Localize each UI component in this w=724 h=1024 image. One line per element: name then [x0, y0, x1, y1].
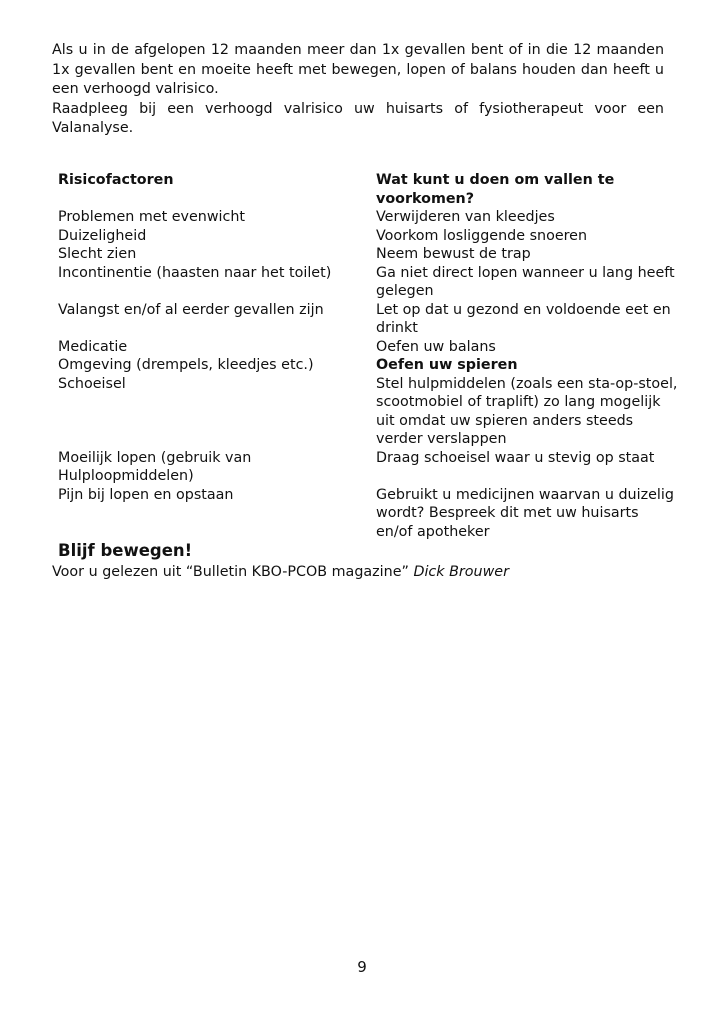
table-row [58, 356, 678, 375]
prevention-cell: Stel hulpmiddelen (zoals een sta-op-stoel, scootmobiel of traplift) zo lang mogelijk uit omdat uw spieren anders steeds verder verslappen [376, 375, 678, 447]
page-number: 9 [357, 958, 367, 976]
risk-factors-table [58, 171, 678, 541]
table-row [58, 375, 678, 449]
table-header-row [58, 171, 678, 208]
risk-factor-cell: Pijn bij lopen en opstaan [58, 486, 234, 503]
risk-factor-cell: Schoeisel [58, 375, 126, 392]
prevention-cell: Ga niet direct lopen wanneer u lang heeft gelegen [376, 264, 675, 299]
intro-text [52, 41, 664, 139]
prevention-cell: Gebruikt u medicijnen waarvan u duizelig wordt? Bespreek dit met uw huisarts en/of apotheker [376, 486, 674, 540]
risk-factor-cell: Valangst en/of al eerder gevallen zijn [58, 301, 324, 318]
credit-text: Voor u gelezen uit “Bulletin KBO-PCOB magazine” [52, 564, 409, 580]
risk-factor-cell: Slecht zien [58, 246, 137, 262]
prevention-cell: Neem bewust de trap [376, 246, 531, 262]
risk-factor-cell: Incontinentie (haasten naar het toilet) [58, 264, 332, 281]
risk-factor-cell: Medicatie [58, 338, 128, 355]
prevention-cell: Oefen uw spieren [376, 357, 518, 373]
table-row [58, 338, 678, 357]
table-row [58, 449, 678, 486]
risk-factor-cell: Problemen met evenwicht [58, 209, 246, 225]
intro-paragraph-2: Raadpleeg bij een verhoogd valrisico uw huisarts of fysiotherapeut voor een Valanalyse. [52, 100, 664, 136]
credit-author: Dick Brouwer [413, 564, 509, 580]
prevention-cell: Voorkom losliggende snoeren [376, 227, 588, 244]
table-row [58, 301, 678, 338]
header-prevention: Wat kunt u doen om vallen te voorkomen? [376, 172, 615, 207]
intro-paragraph-1: Als u in de afgelopen 12 maanden meer dan 1x gevallen bent of in die 12 maanden 1x gevallen bent en moeite heeft met bewegen, lopen of balans houden dan heeft u een verhoogd valrisico. [52, 42, 664, 97]
risk-factor-cell: Omgeving (drempels, kleedjes etc.) [58, 357, 314, 373]
table-row [58, 208, 678, 227]
prevention-cell: Draag schoeisel waar u stevig op staat [376, 449, 655, 466]
header-risk-factors: Risicofactoren [58, 172, 174, 188]
table-row [58, 245, 678, 264]
table-row [58, 227, 678, 246]
prevention-cell: Oefen uw balans [376, 338, 496, 355]
prevention-cell: Verwijderen van kleedjes [376, 209, 555, 225]
table-row [58, 486, 678, 542]
risk-factor-cell: Duizeligheid [58, 227, 147, 244]
source-credit [52, 563, 509, 582]
risk-factor-cell: Moeilijk lopen (gebruik van Hulploopmiddelen) [58, 449, 252, 484]
table-row [58, 264, 678, 301]
prevention-cell: Let op dat u gezond en voldoende eet en drinkt [376, 301, 671, 336]
closing-heading: Blijf bewegen! [58, 541, 193, 560]
